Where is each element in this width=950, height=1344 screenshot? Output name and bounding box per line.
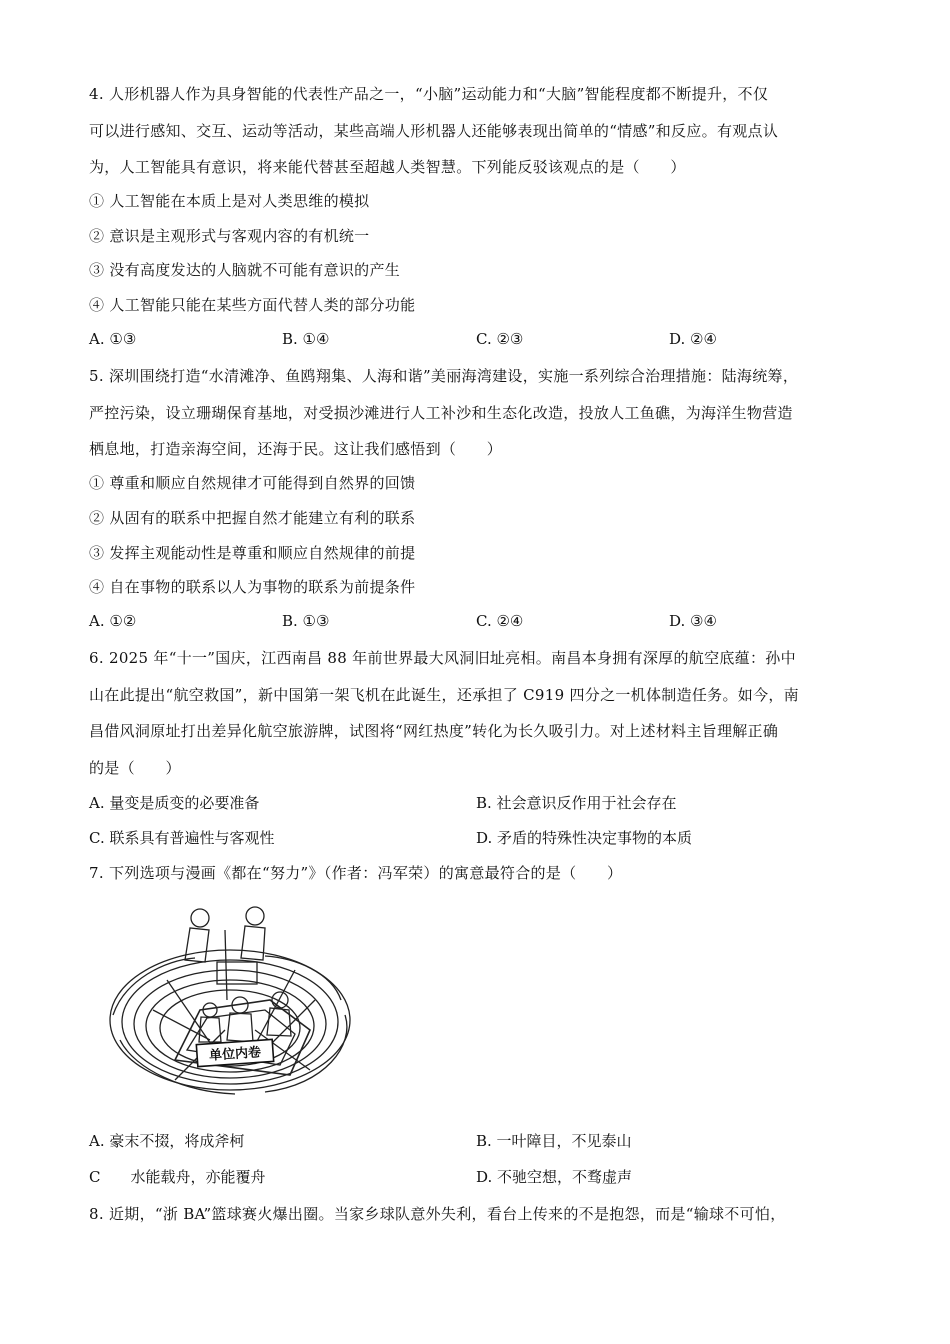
q7-stem-line-1: 7. 下列选项与漫画《都在“努力”》（作者：冯军荣）的寓意最符合的是（ ） [89,864,623,882]
q4-statement-3: ③ 没有高度发达的人脑就不可能有意识的产生 [89,261,401,279]
q5-stem-line-2: 严控污染，设立珊瑚保育基地，对受损沙滩进行人工补沙和生态化改造，投放人工鱼礁，为海洋生物营造 [89,404,793,422]
q6-stem-line-3: 昌借风洞原址打出差异化航空旅游牌，试图将“网红热度”转化为长久吸引力。对上述材料主旨理解正确 [89,722,779,740]
q4-stem-line-2: 可以进行感知、交互、运动等活动，某些高端人形机器人还能够表现出简单的“情感”和反应。有观点认 [89,122,779,140]
q5-stem-line-1: 5. 深圳围绕打造“水清滩净、鱼鸥翔集、人海和谐”美丽海湾建设，实施一系列综合治理措施：陆海统筹， [89,367,799,385]
q6-stem-line-4: 的是（ ） [89,759,181,777]
q5-option-d: D. ③④ [669,612,717,630]
q8-stem-line-1: 8. 近期，“浙 BA”篮球赛火爆出圈。当家乡球队意外失利，看台上传来的不是抱怨，而是“输球不可怕， [89,1205,786,1223]
q5-option-c: C. ②④ [476,612,524,630]
q5-stem-line-3: 栖息地，打造亲海空间，还海于民。这让我们感悟到（ ） [89,440,503,458]
q7-option-d: D. 不驰空想，不骛虚声 [476,1168,633,1186]
q6-option-a: A. 量变是质变的必要准备 [89,794,260,812]
q5-option-b: B. ①③ [282,612,330,630]
q4-statement-4: ④ 人工智能只能在某些方面代替人类的部分功能 [89,296,416,314]
q4-stem-line-3: 为，人工智能具有意识，将来能代替甚至超越人类智慧。下列能反驳该观点的是（ ） [89,158,686,176]
q4-statement-2: ② 意识是主观形式与客观内容的有机统一 [89,227,370,245]
q7-option-b: B. 一叶障目，不见泰山 [476,1132,632,1150]
cartoon-label: 单位内卷 [208,1045,262,1064]
q4-option-a: A. ①③ [89,330,137,348]
q6-option-d: D. 矛盾的特殊性决定事物的本质 [476,829,693,847]
q6-option-c: C. 联系具有普遍性与客观性 [89,829,275,847]
cartoon-illustration [105,900,375,1110]
q7-option-c: C 水能载舟，亦能覆舟 [89,1168,266,1186]
q5-statement-1: ① 尊重和顺应自然规律才可能得到自然界的回馈 [89,474,416,492]
q4-stem-line-1: 4. 人形机器人作为具身智能的代表性产品之一，“小脑”运动能力和“大脑”智能程度都不断提升，不仅 [89,85,769,103]
q6-stem-line-1: 6. 2025 年“十一”国庆，江西南昌 88 年前世界最大风洞旧址亮相。南昌本身拥有深厚的航空底蕴：孙中 [89,649,796,667]
q4-option-b: B. ①④ [282,330,330,348]
q6-option-b: B. 社会意识反作用于社会存在 [476,794,677,812]
q6-stem-line-2: 山在此提出“航空救国”，新中国第一架飞机在此诞生，还承担了 C919 四分之一机体制造任务。如今，南 [89,686,799,704]
q4-option-d: D. ②④ [669,330,717,348]
q5-statement-4: ④ 自在事物的联系以人为事物的联系为前提条件 [89,578,416,596]
q5-statement-2: ② 从固有的联系中把握自然才能建立有利的联系 [89,509,416,527]
q5-option-a: A. ①② [89,612,137,630]
q4-option-c: C. ②③ [476,330,524,348]
q5-statement-3: ③ 发挥主观能动性是尊重和顺应自然规律的前提 [89,544,416,562]
q7-option-a: A. 豪末不掇，将成斧柯 [89,1132,245,1150]
q4-statement-1: ① 人工智能在本质上是对人类思维的模拟 [89,192,370,210]
